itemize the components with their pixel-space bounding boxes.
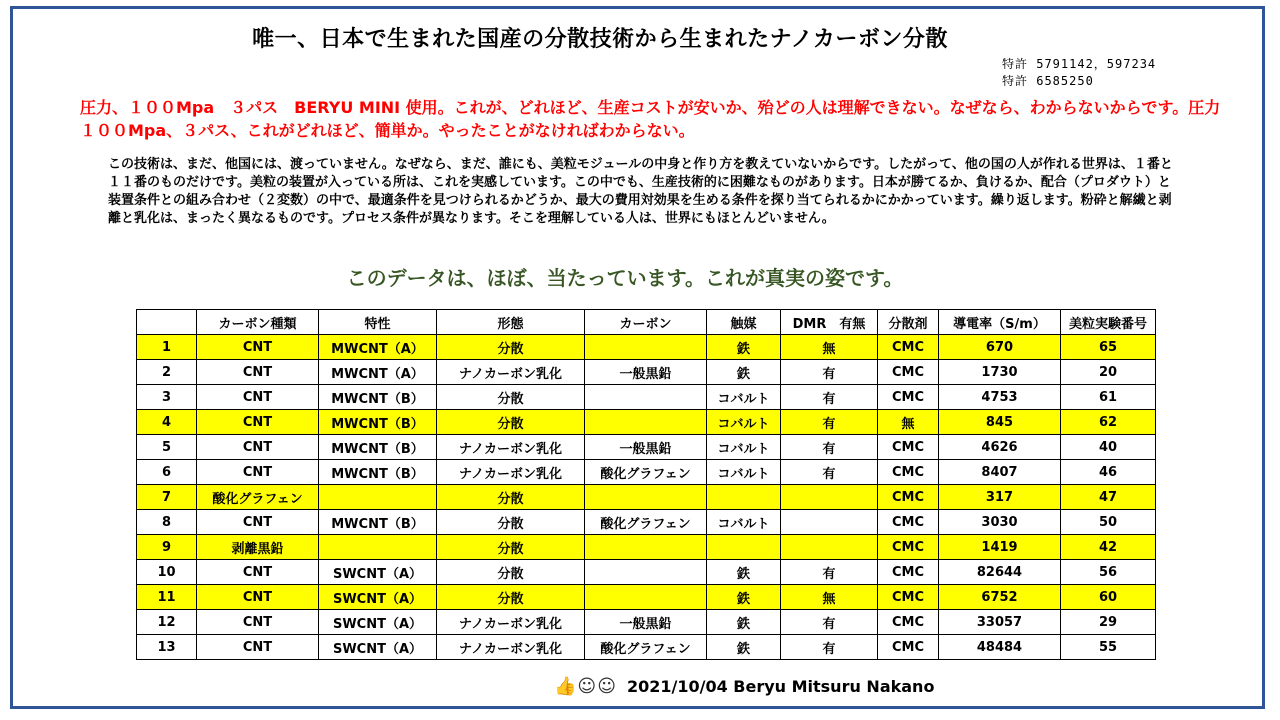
property-cell: MWCNT（B） [319,510,437,535]
property-cell: SWCNT（A） [319,610,437,635]
header-cell: 特性 [319,310,437,335]
conductivity-cell: 4626 [939,435,1061,460]
header-cell: DMR 有無 [781,310,878,335]
carbon-type-cell: CNT [197,385,319,410]
dispersant-cell: CMC [878,460,939,485]
dmr-cell: 無 [781,585,878,610]
header-cell: 美粒実験番号 [1061,310,1156,335]
dispersant-cell: CMC [878,635,939,660]
dmr-cell: 有 [781,385,878,410]
form-cell: 分散 [437,560,585,585]
conductivity-cell: 33057 [939,610,1061,635]
figure-icon: ☺ [577,676,598,697]
dispersant-cell: CMC [878,435,939,460]
conductivity-cell: 82644 [939,560,1061,585]
dmr-cell [781,485,878,510]
catalyst-cell: コバルト [707,460,781,485]
header-cell: 触媒 [707,310,781,335]
dmr-cell: 有 [781,460,878,485]
row-number-cell: 8 [137,510,197,535]
dispersant-cell: 無 [878,410,939,435]
table-row [137,385,1156,410]
carbon-type-cell: CNT [197,335,319,360]
carbon-type-cell: CNT [197,610,319,635]
catalyst-cell: コバルト [707,385,781,410]
table-row [137,535,1156,560]
catalyst-cell: 鉄 [707,635,781,660]
catalyst-cell: コバルト [707,510,781,535]
header-cell [137,310,197,335]
experiment-number-cell: 62 [1061,410,1156,435]
row-number-cell: 1 [137,335,197,360]
catalyst-cell [707,485,781,510]
table-row [137,335,1156,360]
conductivity-cell: 670 [939,335,1061,360]
property-cell: MWCNT（B） [319,460,437,485]
dispersant-cell: CMC [878,485,939,510]
experiment-number-cell: 42 [1061,535,1156,560]
conductivity-cell: 6752 [939,585,1061,610]
dispersant-cell: CMC [878,535,939,560]
form-cell: ナノカーボン乳化 [437,610,585,635]
experiment-number-cell: 40 [1061,435,1156,460]
conductivity-cell: 4753 [939,385,1061,410]
table-row [137,635,1156,660]
dmr-cell: 有 [781,635,878,660]
table-row [137,585,1156,610]
conductivity-cell: 3030 [939,510,1061,535]
form-cell: ナノカーボン乳化 [437,435,585,460]
dmr-cell: 有 [781,410,878,435]
form-cell: 分散 [437,335,585,360]
experiment-number-cell: 60 [1061,585,1156,610]
property-cell [319,535,437,560]
results-table [136,309,1156,660]
form-cell: 分散 [437,585,585,610]
table-row [137,410,1156,435]
form-cell: 分散 [437,535,585,560]
property-cell: MWCNT（A） [319,360,437,385]
carbon-type-cell: CNT [197,460,319,485]
carbon-type-cell: CNT [197,560,319,585]
experiment-number-cell: 65 [1061,335,1156,360]
data-statement: このデータは、ほぼ、当たっています。これが真実の姿です。 [346,266,904,290]
form-cell: ナノカーボン乳化 [437,360,585,385]
page-title: 唯一、日本で生まれた国産の分散技術から生まれたナノカーボン分散 [252,27,948,52]
carbon-type-cell: 酸化グラフェン [197,485,319,510]
catalyst-cell: 鉄 [707,560,781,585]
catalyst-cell [707,535,781,560]
table-row [137,435,1156,460]
row-number-cell: 10 [137,560,197,585]
conductivity-cell: 1730 [939,360,1061,385]
row-number-cell: 11 [137,585,197,610]
experiment-number-cell: 47 [1061,485,1156,510]
table-row [137,360,1156,385]
catalyst-cell: 鉄 [707,585,781,610]
carbon-type-cell: CNT [197,510,319,535]
experiment-number-cell: 56 [1061,560,1156,585]
dispersant-cell: CMC [878,560,939,585]
dmr-cell: 無 [781,335,878,360]
dispersant-cell: CMC [878,610,939,635]
carbon-cell [585,335,707,360]
property-cell: SWCNT（A） [319,585,437,610]
experiment-number-cell: 20 [1061,360,1156,385]
carbon-type-cell: CNT [197,435,319,460]
table-row [137,560,1156,585]
experiment-number-cell: 29 [1061,610,1156,635]
carbon-cell [585,560,707,585]
row-number-cell: 4 [137,410,197,435]
dmr-cell [781,510,878,535]
dmr-cell: 有 [781,560,878,585]
property-cell: SWCNT（A） [319,635,437,660]
table-body [137,335,1156,660]
table-row [137,485,1156,510]
form-cell: 分散 [437,485,585,510]
patent-line: 特許 5791142，597234 [1002,57,1157,71]
footer-icons [554,676,617,697]
patent-line: 特許 6585250 [1002,74,1094,88]
dispersant-cell: CMC [878,360,939,385]
row-number-cell: 3 [137,385,197,410]
dmr-cell: 有 [781,610,878,635]
row-number-cell: 2 [137,360,197,385]
carbon-type-cell: CNT [197,635,319,660]
carbon-type-cell: CNT [197,360,319,385]
carbon-cell: 一般黒鉛 [585,435,707,460]
table-row [137,610,1156,635]
form-cell: 分散 [437,385,585,410]
carbon-type-cell: CNT [197,410,319,435]
row-number-cell: 9 [137,535,197,560]
form-cell: 分散 [437,510,585,535]
experiment-number-cell: 61 [1061,385,1156,410]
header-cell: 導電率（S/m） [939,310,1061,335]
carbon-type-cell: CNT [197,585,319,610]
carbon-cell [585,410,707,435]
carbon-cell: 酸化グラフェン [585,510,707,535]
row-number-cell: 7 [137,485,197,510]
catalyst-cell: コバルト [707,410,781,435]
figure-icon: ☺ [597,676,617,697]
property-cell: SWCNT（A） [319,560,437,585]
property-cell: MWCNT（A） [319,335,437,360]
thumbs-up-icon: 👍 [554,676,578,697]
catalyst-cell: 鉄 [707,335,781,360]
row-number-cell: 12 [137,610,197,635]
table-row [137,460,1156,485]
carbon-cell [585,535,707,560]
header-cell: 分散剤 [878,310,939,335]
catalyst-cell: コバルト [707,435,781,460]
property-cell: MWCNT（B） [319,410,437,435]
carbon-type-cell: 剥離黒鉛 [197,535,319,560]
table-header-row [137,310,1156,335]
dmr-cell: 有 [781,435,878,460]
conductivity-cell: 1419 [939,535,1061,560]
property-cell: MWCNT（B） [319,435,437,460]
carbon-cell: 一般黒鉛 [585,360,707,385]
experiment-number-cell: 46 [1061,460,1156,485]
form-cell: 分散 [437,410,585,435]
technology-description: この技術は、まだ、他国には、渡っていません。なぜなら、まだ、誰にも、美粒モジュールの中身と作り方を教えていないからです。したがって、他の国の人が作れる世界は、１番と１１番のものだけです。美粒の装置が入っている所は、これを実感しています。この中でも、生産技術的に困難なものがあります。日本が勝てるか、負けるか、配合（プロダウト）と装置条件との組み合わせ（２変数）の中で、最適条件を見つけられるかどうか、最大の費用対効果を生める条件を探り当てられるかにかかっています。繰り返します。粉砕と解繊と剥離と乳化は、まったく異なるものです。プロセス条件が異なります。そこを理解している人は、世界にもほとんどいません。 [108,157,1173,226]
row-number-cell: 6 [137,460,197,485]
dmr-cell: 有 [781,360,878,385]
header-cell: カーボン [585,310,707,335]
row-number-cell: 5 [137,435,197,460]
patent-numbers [1002,56,1156,90]
dmr-cell [781,535,878,560]
experiment-number-cell: 50 [1061,510,1156,535]
table-row [137,510,1156,535]
dispersant-cell: CMC [878,585,939,610]
carbon-cell: 酸化グラフェン [585,635,707,660]
property-cell: MWCNT（B） [319,385,437,410]
conductivity-cell: 845 [939,410,1061,435]
carbon-cell [585,585,707,610]
dispersant-cell: CMC [878,510,939,535]
carbon-cell: 一般黒鉛 [585,610,707,635]
carbon-cell: 酸化グラフェン [585,460,707,485]
form-cell: ナノカーボン乳化 [437,460,585,485]
conductivity-cell: 8407 [939,460,1061,485]
catalyst-cell: 鉄 [707,610,781,635]
dispersant-cell: CMC [878,385,939,410]
carbon-cell [585,485,707,510]
form-cell: ナノカーボン乳化 [437,635,585,660]
header-cell: カーボン種類 [197,310,319,335]
header-cell: 形態 [437,310,585,335]
carbon-cell [585,385,707,410]
row-number-cell: 13 [137,635,197,660]
footer-date-author: 2021/10/04 Beryu Mitsuru Nakano [626,677,935,696]
experiment-number-cell: 55 [1061,635,1156,660]
catalyst-cell: 鉄 [707,360,781,385]
conductivity-cell: 48484 [939,635,1061,660]
dispersant-cell: CMC [878,335,939,360]
footer [554,676,934,697]
property-cell [319,485,437,510]
pressure-note: 圧力、１００Mpa ３パス BERYU MINI 使用。これが、どれほど、生産コストが安いか、殆どの人は理解できない。なぜなら、わからないからです。圧力１００Mpa、３パス、これがどれほど、簡単か。やったことがなければわからない。 [80,98,1221,140]
conductivity-cell: 317 [939,485,1061,510]
